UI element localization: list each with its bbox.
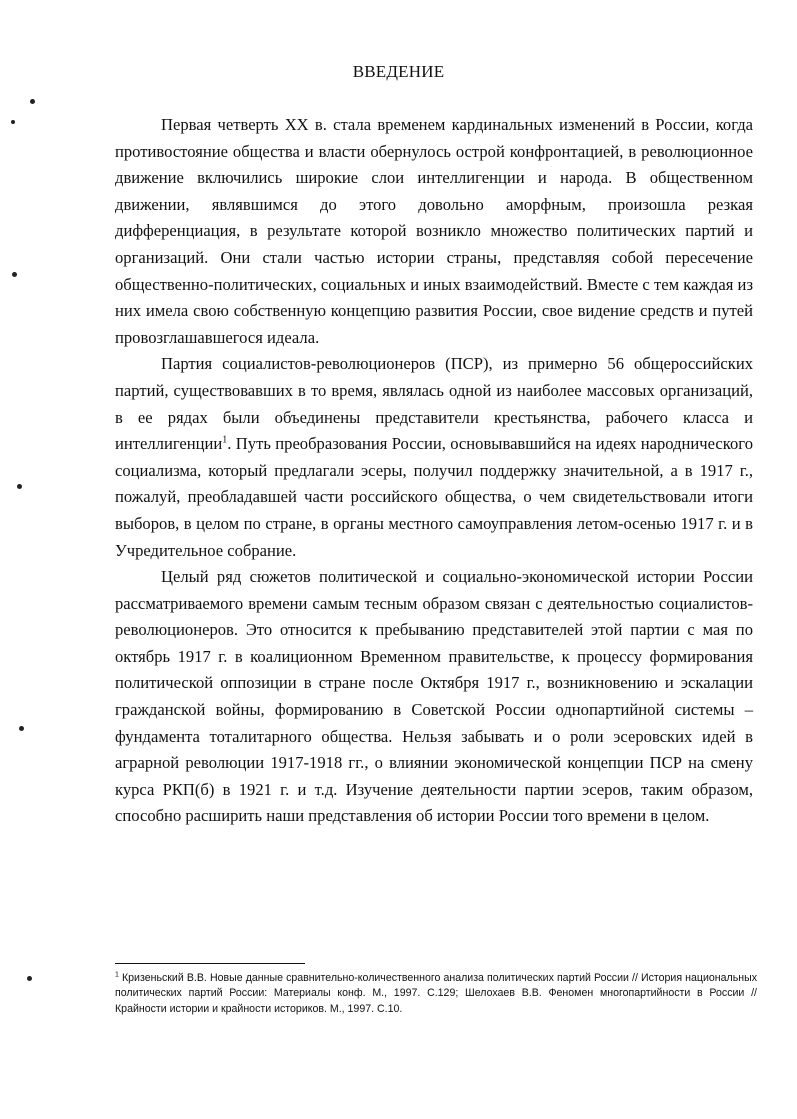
paragraph-2 — [115, 351, 753, 564]
body-text — [115, 112, 753, 830]
scan-mark — [27, 976, 32, 981]
footnote-marker: 1 — [115, 971, 119, 979]
paragraph-2-text-after-note: . Путь преобразования России, основывавшийся на идеях народнического социализма, который предлагали эсеры, получил поддержку значительной, а в 1917 г., пожалуй, преобладавшей части российского общества, о чем свидетельствовали итоги выборов, в целом по стране, в органы местного самоуправления летом-осенью 1917 г. и в Учредительное собрание. — [115, 434, 753, 560]
paragraph-1: Первая четверть XX в. стала временем кардинальных изменений в России, когда противостояние общества и власти обернулось острой конфронтацией, в революционное движение включились широкие слои интеллигенции и народа. В общественном движении, являвшимся до этого довольно аморфным, произошла резкая дифференциация, в результате которой возникло множество политических партий и организаций. Они стали частью истории страны, представляя собой пересечение общественно-политических, социальных и иных взаимодействий. Вместе с тем каждая из них имела свою собственную концепцию развития России, свое видение средств и путей провозглашавшегося идеала. — [115, 115, 753, 347]
scan-mark — [19, 726, 24, 731]
footnote-separator — [115, 963, 305, 964]
scan-mark — [17, 484, 22, 489]
paragraph-2-text-before-note: Партия социалистов-революционеров (ПСР), из примерно 56 общероссийских партий, существовавших в то время, являлась одной из наиболее массовых организаций, в ее рядах были объединены представители крестьянства, рабочего класса и интеллигенции — [115, 354, 753, 454]
footnote — [115, 971, 757, 1017]
scan-mark — [11, 120, 15, 124]
footnote-text: Кризеньский В.В. Новые данные сравнительно-количественного анализа политических партий России // История национальных политических партий России: Материалы конф. М., 1997. С.129; Шелохаев В.В. Феномен многопартийности в России // Крайности истории и крайности историков. М., 1997. С.10. — [115, 972, 757, 1015]
paragraph-3: Целый ряд сюжетов политической и социально-экономической истории России рассматриваемого времени самым тесным образом связан с деятельностью социалистов-революционеров. Это относится к пребыванию представителей этой партии с мая по октябрь 1917 г. в коалиционном Временном правительстве, к процессу формирования политической оппозиции в стране после Октября 1917 г., возникновению и эскалации гражданской войны, формированию в Советской России однопартийной системы – фундамента тоталитарного общества. Нельзя забывать и о роли эсеровских идей в аграрной революции 1917-1918 гг., о влиянии экономической концепции ПСР на смену курса РКП(б) в 1921 г. и т.д. Изучение деятельности партии эсеров, таким образом, способно расширить наши представления об истории России того времени в целом. — [115, 567, 753, 826]
page-title: ВВЕДЕНИЕ — [352, 62, 445, 81]
footnote-reference: 1 — [222, 434, 228, 446]
scan-mark — [12, 272, 17, 277]
scan-mark — [30, 99, 35, 104]
